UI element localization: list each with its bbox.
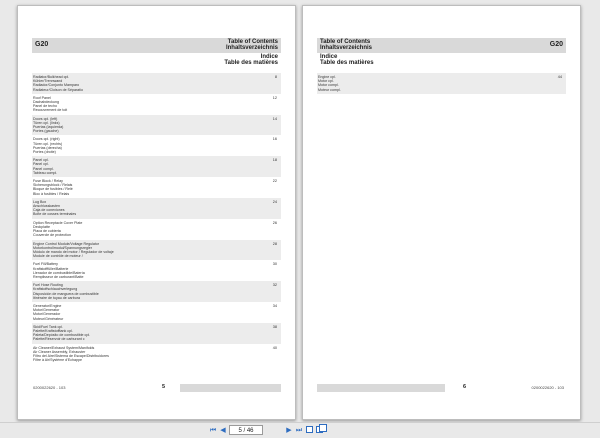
toc-entry[interactable]: [317, 73, 566, 94]
toc-entry-line: Módulo de mando del motor / Regulador de voltaje: [33, 249, 114, 254]
page-number-input[interactable]: 5 / 46: [229, 425, 263, 435]
toc-entry-line: Doors cpl. (left): [33, 116, 58, 121]
toc-entry-line: Remplisseur de carburant/Batte: [33, 274, 84, 279]
toc-entry-line: Filtro del Aire/Sistema de Escape/Distribuidores: [33, 353, 109, 358]
previous-page-icon[interactable]: ◀: [220, 427, 226, 434]
page-number: 5: [162, 384, 166, 390]
toc-page-number: 8: [274, 75, 277, 79]
page-header: [317, 38, 566, 53]
toc-entry-lines: [32, 221, 281, 238]
toc-entry-line: Sicherungsblock / Relais: [33, 183, 73, 188]
next-page-icon[interactable]: ▶: [286, 427, 292, 434]
toc-entry-line: Motor/Generator: [33, 308, 60, 313]
toc-entry-line: Disposición de manguera de combustible: [33, 291, 99, 296]
toc-entry-line: Option Receptacle Cover Plate: [33, 220, 83, 225]
toc-entry-line: Air Cleaner Assembly, Exhauster: [33, 349, 86, 354]
toc-entry-line: Couvercle de protection: [33, 233, 71, 238]
two-page-view-icon[interactable]: [316, 426, 323, 433]
toc-entry[interactable]: [32, 281, 281, 302]
toc-entry-line: Recouvrement de toit: [33, 108, 68, 113]
toc-entry[interactable]: [32, 323, 281, 344]
toc-entry-line: Motor/Generador: [33, 312, 61, 317]
toc-entry-lines: [32, 262, 281, 279]
toc-entry-line: Caja de conexiones: [33, 208, 65, 213]
toc-entry-lines: [317, 75, 566, 92]
toc-entry-lines: [32, 179, 281, 196]
toc-entry-line: Itinéraire de tuyau de carbura: [33, 295, 80, 300]
toc-entry-line: Türen cpl. (rechts): [33, 141, 63, 146]
subtitle-line: Indice: [260, 54, 278, 60]
title-line: Inhaltsverzeichnis: [225, 45, 278, 52]
toc-entry-line: Fuse Block / Relay: [33, 179, 63, 184]
footer-bar: [180, 384, 281, 392]
toc-page-number: 14: [272, 116, 277, 121]
toc-page-number: 34: [272, 303, 277, 308]
model-label: G20: [549, 41, 563, 48]
toc-list: [317, 73, 566, 94]
toc-entry-line: Radiator/Bulkhead cpl.: [33, 75, 70, 79]
toc-entry[interactable]: [32, 135, 281, 156]
sub-titles: [224, 54, 278, 67]
toc-entry-line: Fuel Hose Routing: [33, 283, 63, 288]
page-footer: [317, 384, 566, 392]
title-line: Table of Contents: [227, 39, 278, 45]
subtitle-line: Table des matières: [320, 60, 374, 67]
toc-page-number: 40: [272, 345, 277, 350]
toc-entry-line: Boîte de cosses terminales: [33, 212, 77, 217]
subtitle-line: Table des matières: [224, 60, 278, 67]
toc-entry[interactable]: [32, 240, 281, 261]
doc-id: 0200022620 - 103: [531, 385, 564, 390]
toc-entry-line: Deckplatte: [33, 224, 50, 229]
toc-entry-line: Placa de cubierta: [33, 229, 61, 234]
toc-page-number: 32: [272, 283, 277, 288]
last-page-icon[interactable]: ⏭: [295, 427, 303, 434]
page-footer: [32, 384, 281, 392]
toc-entry-line: Puertas (derecha): [33, 145, 62, 150]
title-line: Table of Contents: [320, 39, 371, 45]
toc-entry-lines: [32, 117, 281, 134]
toc-entry-lines: [32, 200, 281, 217]
document-page-right: [302, 5, 581, 420]
toc-entry-line: Dachabdeckung: [33, 100, 59, 105]
toc-entry-lines: [32, 137, 281, 154]
toc-entry-line: Panel cpl.: [33, 158, 49, 163]
toc-entry-line: Motor cpl.: [318, 79, 334, 84]
title-line: Inhaltsverzeichnis: [320, 45, 373, 52]
toc-entry-line: Panel de techo: [33, 104, 57, 109]
header-titles: [226, 39, 278, 52]
toc-entry-lines: [32, 242, 281, 259]
toc-entry-line: Kraftstoffschlauchverlegung: [33, 287, 78, 292]
single-page-view-icon[interactable]: [306, 426, 313, 433]
toc-entry-line: Panel cpl.: [33, 162, 49, 167]
page-number: 6: [463, 384, 467, 390]
page-header: [32, 38, 281, 53]
toc-page-number: 38: [272, 324, 277, 329]
first-page-icon[interactable]: ⏮: [209, 427, 217, 434]
toc-entry-line: Radiador/Conjunto Mamparo: [33, 83, 80, 88]
toc-entry[interactable]: [32, 156, 281, 177]
toc-entry-line: Kühler/Trennwand: [33, 79, 63, 84]
viewer-toolbar: [0, 422, 600, 438]
toc-entry-line: Motorkontrollmodul/Spannungsregler: [33, 245, 92, 250]
header-titles: [320, 39, 372, 52]
toc-entry-lines: [32, 325, 281, 342]
toc-entry[interactable]: [32, 177, 281, 198]
toc-entry-line: Puertas (izquierda): [33, 125, 64, 130]
toc-entry-line: Fuel Fill/Battery: [33, 262, 58, 267]
toc-page-number: 30: [272, 262, 277, 267]
toc-entry-line: Module de contrôle de moteur /: [33, 254, 83, 259]
toc-entry-line: Kraftstofffüller/Batterie: [33, 266, 69, 271]
toc-entry[interactable]: [32, 198, 281, 219]
toc-entry-lines: [32, 283, 281, 300]
toc-entry-line: Motor compl.: [318, 83, 339, 88]
toc-entry-line: Doors cpl. (right): [33, 137, 60, 142]
toc-entry-line: Roof Panel: [33, 95, 51, 100]
toc-entry-line: Lug Box: [33, 199, 47, 204]
toc-list: [32, 73, 281, 364]
model-label: G20: [35, 41, 49, 48]
toc-entry-line: Tableau compl.: [33, 170, 58, 175]
toc-entry-line: Radiateur/Cloison de Séparatio: [33, 87, 83, 92]
toc-entry[interactable]: [32, 344, 281, 365]
toc-entry-lines: [32, 96, 281, 113]
toc-entry-line: Bloque de fusibles / Relé: [33, 187, 73, 192]
doc-id: 0200022620 - 103: [33, 385, 66, 390]
toc-entry-lines: [32, 75, 281, 92]
toc-entry-line: Paleta/Depósito de combustible cpl.: [33, 333, 91, 338]
toc-entry-line: Anschlusskasten: [33, 204, 60, 209]
toc-page-number: 16: [272, 137, 277, 142]
toc-entry-line: Air Cleaner/Exhaust System/Manifolds: [33, 345, 95, 350]
toc-page-number: 22: [272, 179, 277, 184]
toc-entry[interactable]: [32, 219, 281, 240]
toc-page-number: 12: [272, 95, 277, 100]
toc-entry-line: Portes (droite): [33, 150, 56, 155]
footer-bar: [317, 384, 445, 392]
toc-page-number: 44: [557, 75, 562, 79]
toc-entry[interactable]: [32, 115, 281, 136]
subtitle-line: Indice: [320, 54, 338, 60]
toc-page-number: 28: [272, 241, 277, 246]
toc-page-number: 24: [272, 199, 277, 204]
toc-entry-lines: [32, 158, 281, 175]
toc-entry-line: Portes (gauche): [33, 129, 59, 134]
toc-entry-line: Panel compl.: [33, 166, 54, 171]
document-page-left: [17, 5, 296, 420]
toc-entry-line: Moteur compl.: [318, 87, 341, 92]
toc-entry[interactable]: [32, 94, 281, 115]
toc-entry[interactable]: [32, 302, 281, 323]
toc-entry-line: Engine cpl.: [318, 75, 336, 79]
toc-entry-lines: [32, 346, 281, 363]
toc-entry-line: Skid/Fuel Tank cpl.: [33, 324, 64, 329]
toc-entry-line: Engine Control Module/Voltage Regulator: [33, 241, 100, 246]
toc-entry-line: Palette/Réservoir de carburant c: [33, 337, 85, 342]
toc-entry[interactable]: [32, 260, 281, 281]
toc-page-number: 18: [272, 158, 277, 163]
toc-entry-lines: [32, 304, 281, 321]
toc-entry-line: Generator/Engine: [33, 303, 62, 308]
toc-entry-line: Palette/Kraftstofftank cpl.: [33, 328, 73, 333]
toc-entry-line: Türen cpl. (links): [33, 120, 60, 125]
toc-entry-line: Filtre à Air/Système d'Echappe: [33, 358, 83, 363]
toc-entry-line: Bloc à fusibles / Relais: [33, 191, 70, 196]
toc-entry-line: Llenador de combustible/Batería: [33, 270, 85, 275]
toc-entry-line: Moteur/Générateur: [33, 316, 64, 321]
toc-page-number: 26: [272, 220, 277, 225]
toc-entry[interactable]: [32, 73, 281, 94]
sub-titles: [320, 54, 374, 67]
